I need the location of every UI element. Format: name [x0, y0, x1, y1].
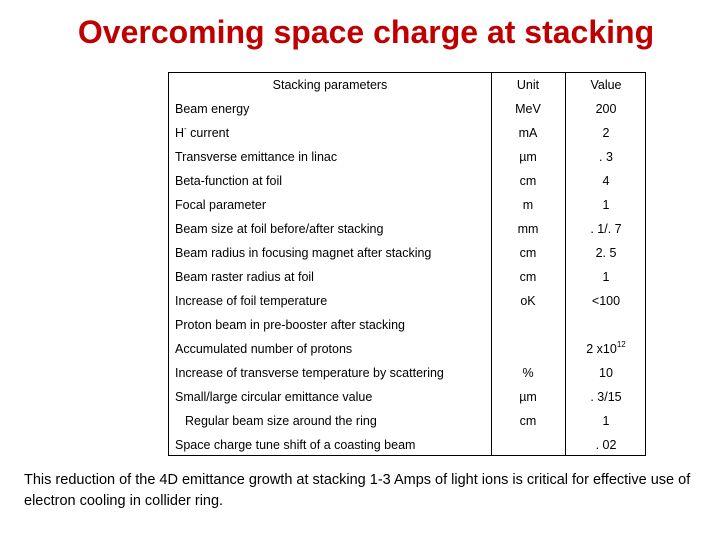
- row-unit: m: [522, 198, 534, 212]
- header-unit: Unit: [516, 78, 540, 92]
- row-unit: MeV: [515, 102, 541, 116]
- row-param: Space charge tune shift of a coasting beam: [175, 438, 416, 452]
- row-unit: cm: [519, 174, 537, 188]
- row-param: Regular beam size around the ring: [185, 414, 377, 428]
- row-param: Beam radius in focusing magnet after stacking: [175, 246, 432, 260]
- row-unit: cm: [519, 270, 537, 284]
- table-row: [169, 289, 645, 313]
- table-row: [169, 169, 645, 193]
- row-param-main: H: [175, 126, 185, 140]
- row-value: . 1/. 7: [590, 222, 622, 236]
- row-param: Focal parameter: [175, 198, 267, 212]
- table-header-row: [169, 73, 645, 97]
- header-value: Value: [590, 78, 622, 92]
- table-row: [169, 385, 645, 409]
- row-value: 1: [602, 198, 610, 212]
- row-value: 2. 5: [595, 246, 617, 260]
- footnote-text: This reduction of the 4D emittance growth at stacking 1-3 Amps of light ions is critical for effective use of electron cooling in collider ring.: [24, 472, 691, 509]
- slide-title: Overcoming space charge at stacking: [77, 14, 655, 50]
- table-row: [169, 313, 645, 337]
- table-row: [169, 337, 645, 361]
- row-value: 4: [602, 174, 610, 188]
- row-value: <100: [591, 294, 621, 308]
- row-param: [175, 121, 229, 145]
- table-row: [169, 217, 645, 241]
- row-value: 1: [602, 270, 610, 284]
- table-row: [169, 433, 645, 457]
- row-param: Beam size at foil before/after stacking: [175, 222, 384, 236]
- row-unit: mm: [517, 222, 539, 236]
- row-param-rest: current: [186, 126, 230, 140]
- row-value: 200: [595, 102, 617, 116]
- row-unit: %: [522, 366, 534, 380]
- row-unit: cm: [519, 414, 537, 428]
- row-value: 1: [602, 414, 610, 428]
- table-row: [169, 409, 645, 433]
- row-param: Beam raster radius at foil: [175, 270, 314, 284]
- row-value-main: 2 x10: [586, 342, 617, 356]
- row-unit: mA: [518, 126, 538, 140]
- row-param: Proton beam in pre-booster after stacking: [175, 318, 405, 332]
- row-unit: oK: [520, 294, 536, 308]
- row-param: Increase of transverse temperature by scattering: [175, 366, 444, 380]
- stacking-parameters-table: [168, 72, 646, 456]
- table-row: [169, 121, 645, 145]
- table-row: [169, 241, 645, 265]
- row-param: Transverse emittance in linac: [175, 150, 338, 164]
- table-row: [169, 361, 645, 385]
- row-param: Small/large circular emittance value: [175, 390, 373, 404]
- row-unit: cm: [519, 246, 537, 260]
- row-param: Beta-function at foil: [175, 174, 283, 188]
- table-row: [169, 193, 645, 217]
- row-param-sup: -: [184, 124, 187, 133]
- row-param: Beam energy: [175, 102, 250, 116]
- row-value: [565, 337, 647, 361]
- row-value: . 02: [595, 438, 617, 452]
- table-row: [169, 265, 645, 289]
- row-value-sup: 12: [616, 340, 626, 349]
- row-param: Increase of foil temperature: [175, 294, 328, 308]
- row-value: 2: [602, 126, 610, 140]
- table-row: [169, 145, 645, 169]
- row-value: 10: [599, 366, 613, 380]
- table-row: [169, 97, 645, 121]
- row-value: . 3: [599, 150, 613, 164]
- row-unit: µm: [519, 150, 537, 164]
- header-param: Stacking parameters: [272, 78, 388, 92]
- row-param: Accumulated number of protons: [175, 342, 353, 356]
- row-unit: µm: [519, 390, 537, 404]
- row-value: . 3/15: [590, 390, 622, 404]
